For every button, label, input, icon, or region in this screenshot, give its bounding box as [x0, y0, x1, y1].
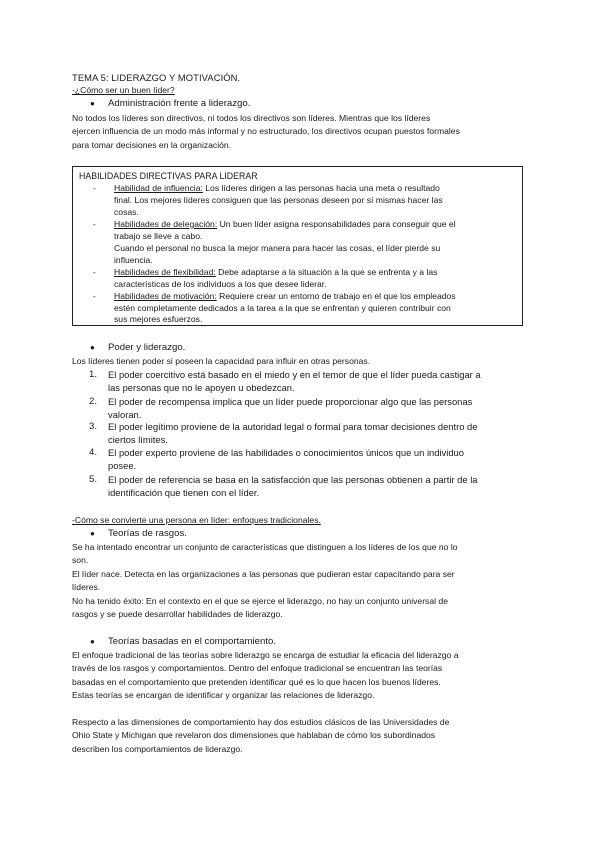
skill-line: sus mejores esfuerzos.	[114, 314, 203, 324]
box-title: HABILIDADES DIRECTIVAS PARA LIDERAR	[79, 171, 258, 181]
dash-icon: -	[93, 183, 96, 193]
skill-item	[114, 291, 456, 303]
skill-item	[114, 183, 440, 195]
dash-icon: -	[93, 267, 96, 277]
document-title: TEMA 5: LIDERAZGO Y MOTIVACIÓN.	[72, 72, 241, 83]
paragraph-line: ejercen influencia de un modo más informal y no estructurado, los directivos ocupan puestos formales	[72, 126, 460, 136]
list-number: 3.	[89, 421, 98, 432]
paragraph-line: Respecto a las dimensiones de comportamiento hay dos estudios clásicos de las Universidades de	[72, 717, 450, 727]
skill-text: Debe adaptarse a la situación a la que se enfrenta y a las	[215, 267, 438, 277]
skill-line: final. Los mejores líderes consiguen que las personas deseen por sí mismas hacer las	[114, 195, 443, 205]
list-line: ciertos límites.	[108, 434, 168, 445]
paragraph-line: El enfoque tradicional de las teorías sobre liderazgo se encarga de estudiar la eficacia del liderazgo a	[72, 650, 459, 660]
paragraph-line: Se ha intentado encontrar un conjunto de características que distinguen a los líderes de los que no lo	[72, 542, 458, 552]
question-heading-1: -¿Cómo ser un buen líder?	[72, 85, 175, 95]
skill-line: cosas.	[114, 207, 139, 217]
paragraph-line: para tomar decisiones en la organización.	[72, 140, 232, 150]
bullet-icon: ●	[90, 637, 95, 646]
paragraph-line: Los líderes tienen poder si poseen la capacidad para influir en otras personas.	[72, 356, 371, 366]
list-line: El poder legítimo proviene de la autoridad legal o formal para tomar decisiones dentro de	[108, 421, 478, 432]
paragraph-line: Estas teorías se encargan de identificar y organizar las relaciones de liderazgo.	[72, 690, 375, 700]
paragraph-line: basadas en el comportamiento que pretenden identificar qué es lo que hacen los buenos líderes.	[72, 677, 441, 687]
skill-item	[114, 267, 437, 279]
skill-line: características de los individuos a los que desee liderar.	[114, 279, 327, 289]
list-number: 1.	[89, 369, 98, 380]
paragraph-line: El líder nace. Detecta en las organizaciones a las personas que pudieran estar capacitando para ser	[72, 569, 455, 579]
paragraph-line: No todos los líderes son directivos, ni todos los directivos son líderes. Mientras que los líderes	[72, 113, 431, 123]
bullet-icon: ●	[90, 529, 95, 538]
list-line: El poder coercitivo está basado en el miedo y en el temor de que el líder pueda castigar a	[108, 369, 481, 380]
section-heading: Administración frente a liderazgo.	[108, 98, 251, 109]
list-line: El poder experto proviene de las habilidades o conocimientos únicos que un individuo	[108, 447, 464, 458]
skill-text: Requiere crear un entorno de trabajo en el que los empleados	[216, 291, 456, 301]
list-line: identificación que tienen con el líder.	[108, 487, 260, 498]
paragraph-line: describen los comportamientos de liderazgo.	[72, 744, 243, 754]
section-heading: Teorías de rasgos.	[108, 528, 187, 539]
dash-icon: -	[93, 219, 96, 229]
paragraph-line: No ha tenido éxito: En el contexto en el que se ejerce el liderazgo, no hay un conjunto universal de	[72, 596, 448, 606]
list-line: El poder de recompensa implica que un líder puede proporcionar algo que las personas	[108, 396, 473, 407]
list-number: 4.	[89, 447, 98, 458]
list-number: 5.	[89, 474, 98, 485]
paragraph-line: líderes.	[72, 582, 101, 592]
skill-label: Habilidad de influencia:	[114, 183, 203, 193]
dash-icon: -	[93, 291, 96, 301]
paragraph-line: son.	[72, 555, 89, 565]
skill-label: Habilidades de delegación:	[114, 219, 218, 229]
skill-line: estén completamente dedicados a la tarea a la que se enfrentan y quieren contribuir con	[114, 303, 451, 313]
section-heading: Teorías basadas en el comportamiento.	[108, 636, 276, 647]
list-line: El poder de referencia se basa en la satisfacción que las personas obtienen a partir de la	[108, 474, 478, 485]
skill-line: trabajo se lleve a cabo.	[114, 231, 203, 241]
question-heading-2: -Cómo se convierte una persona en líder: enfoques tradicionales.	[72, 515, 321, 525]
skill-item	[114, 219, 456, 231]
list-line: valoran.	[108, 409, 142, 420]
bullet-icon: ●	[90, 99, 95, 108]
skill-line: Cuando el personal no busca la mejor manera para hacer las cosas, el líder pierde su	[114, 243, 441, 253]
skill-line: influencia.	[114, 255, 153, 265]
list-line: posee.	[108, 460, 137, 471]
skill-label: Habilidades de flexibilidad:	[114, 267, 216, 277]
list-line: las personas que no le apoyen u obedezcan.	[108, 382, 295, 393]
skills-box	[72, 166, 523, 326]
list-number: 2.	[89, 396, 98, 407]
skill-label: Habilidades de motivación:	[114, 291, 217, 301]
skill-text: Un buen líder asigna responsabilidades para conseguir que el	[217, 219, 456, 229]
bullet-icon: ●	[90, 343, 95, 352]
paragraph-line: rasgos y se puede desarrollar habilidades de liderazgo.	[72, 609, 283, 619]
paragraph-line: través de los rasgos y comportamientos. Dentro del enfoque tradicional se encuentran las teorías	[72, 663, 443, 673]
section-heading: Poder y liderazgo.	[108, 342, 186, 353]
skill-text: Los líderes dirigen a las personas hacia una meta o resultado	[202, 183, 440, 193]
paragraph-line: Ohio State y Michigan que revelaron dos dimensiones que hablaban de cómo los subordinados	[72, 730, 436, 740]
